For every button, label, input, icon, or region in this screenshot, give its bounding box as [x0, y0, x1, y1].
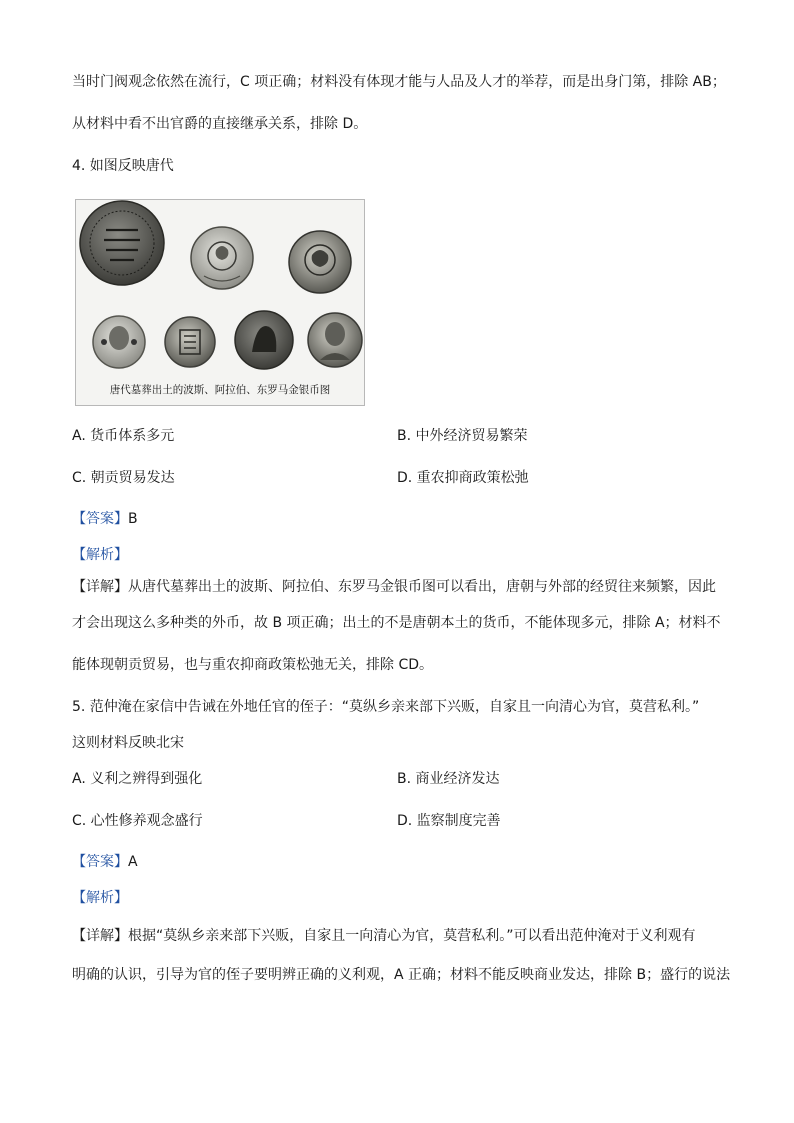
question-5-stem: 5. 范仲淹在家信中告诫在外地任官的侄子：“莫纵乡亲来部下兴贩，自家且一向清心为官，莫营私利。”	[72, 699, 700, 715]
answer-tag: 【答案】	[72, 854, 128, 870]
option-b: B. 商业经济发达	[397, 771, 500, 787]
option-c: C. 心性修养观念盛行	[72, 813, 203, 829]
detail-line: 能体现朝贡贸易，也与重农抑商政策松弛无关，排除 CD。	[72, 657, 434, 673]
answer-line	[72, 509, 138, 529]
option-b: B. 中外经济贸易繁荣	[397, 428, 528, 444]
byzantine-coin-2	[165, 317, 215, 367]
answer-line	[72, 852, 138, 872]
analysis-text-line: 当时门阀观念依然在流行，C 项正确；材料没有体现才能与人品及人才的举荐，而是出身门第，排除 AB；	[72, 74, 726, 90]
coins-image	[76, 200, 364, 405]
analysis-tag: 【解析】	[72, 547, 128, 563]
persian-coin-1	[191, 227, 253, 289]
detail-tag: 【详解】	[72, 928, 128, 944]
option-c: C. 朝贡贸易发达	[72, 470, 175, 486]
detail-text: 从唐代墓葬出土的波斯、阿拉伯、东罗马金银币图可以看出，唐朝与外部的经贸往来频繁，因此	[128, 579, 716, 595]
question-5-stem: 这则材料反映北宋	[72, 735, 184, 751]
arab-coin	[80, 201, 164, 285]
question-4-stem: 4. 如图反映唐代	[72, 158, 174, 174]
detail-line	[72, 577, 716, 597]
option-d: D. 重农抑商政策松弛	[397, 470, 529, 486]
answer-value: B	[128, 511, 138, 527]
analysis-text-line: 从材料中看不出官爵的直接继承关系，排除 D。	[72, 116, 368, 132]
persian-coin-2	[289, 231, 351, 293]
answer-value: A	[128, 854, 138, 870]
detail-line: 才会出现这么多种类的外币，故 B 项正确；出土的不是唐朝本土的货币，不能体现多元，排除 A；材料不	[72, 615, 721, 631]
byzantine-coin-4	[308, 313, 362, 367]
detail-tag: 【详解】	[72, 579, 128, 595]
option-a: A. 货币体系多元	[72, 428, 175, 444]
option-d: D. 监察制度完善	[397, 813, 501, 829]
analysis-heading	[72, 545, 128, 565]
detail-line: 明确的认识，引导为官的侄子要明辨正确的义利观，A 正确；材料不能反映商业发达，排除 B；盛行的说法	[72, 967, 731, 983]
figure-caption: 唐代墓葬出土的波斯、阿拉伯、东罗马金银币图	[109, 384, 331, 396]
analysis-tag: 【解析】	[72, 890, 128, 906]
option-a: A. 义利之辨得到强化	[72, 771, 203, 787]
byzantine-coin-3	[235, 311, 293, 369]
coin-figure	[75, 199, 365, 406]
analysis-heading	[72, 888, 128, 908]
detail-line	[72, 926, 696, 946]
detail-text: 根据“莫纵乡亲来部下兴贩，自家且一向清心为官，莫营私利。”可以看出范仲淹对于义利观有	[128, 928, 696, 944]
byzantine-coin-1	[93, 316, 145, 368]
answer-tag: 【答案】	[72, 511, 128, 527]
